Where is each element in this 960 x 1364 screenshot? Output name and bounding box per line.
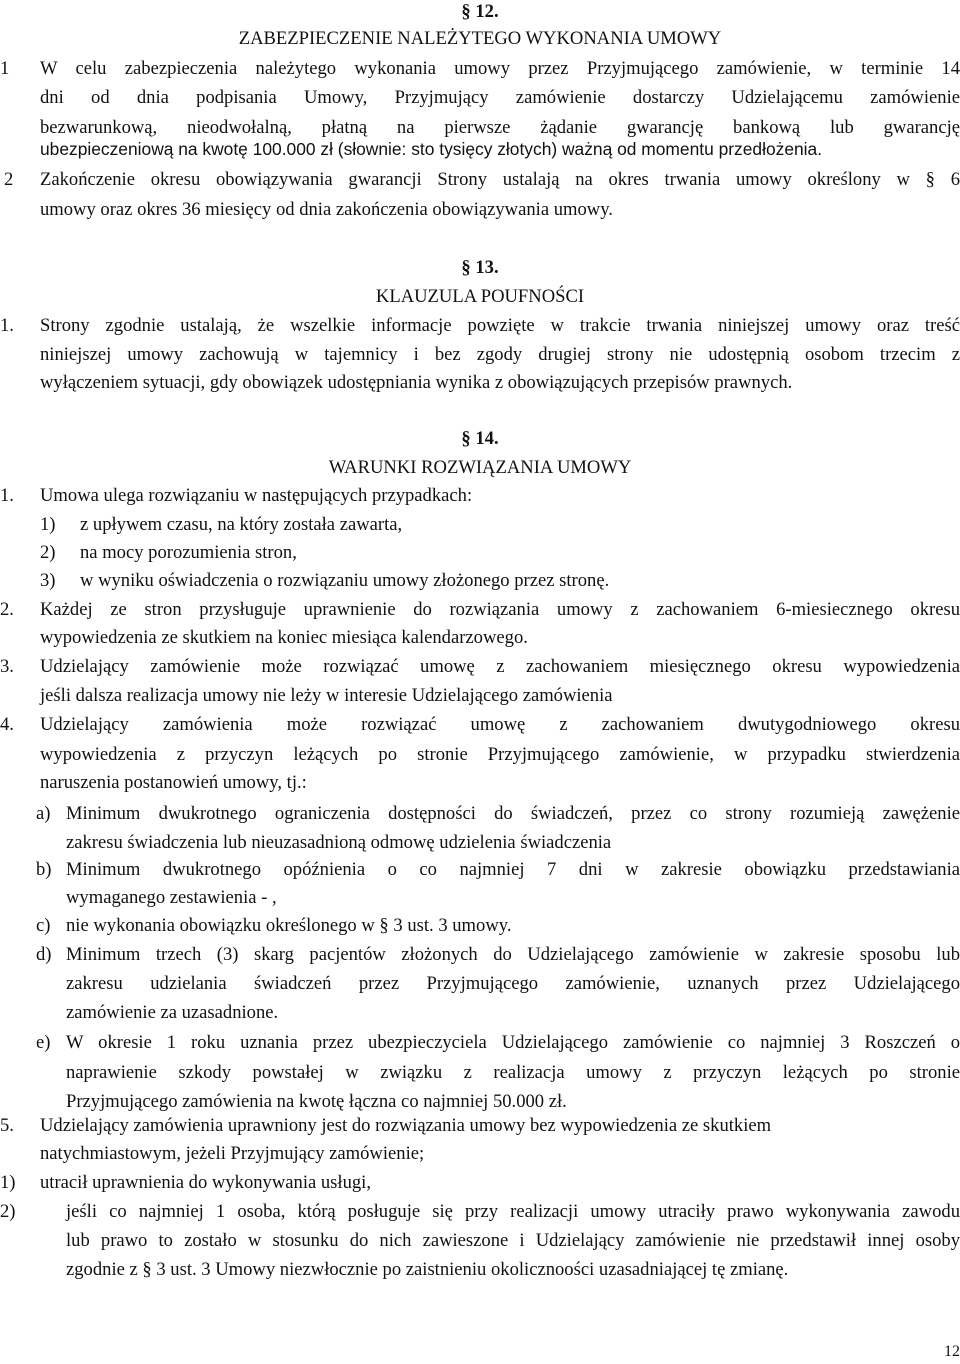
line-text: jeśli dalsza realizacja umowy nie leży w interesie Udzielającego zamówienia (40, 685, 613, 706)
paragraph-line (0, 681, 960, 711)
page-number: 12 (944, 1343, 960, 1360)
line-text: naruszenia postanowień umowy, tj.: (40, 772, 307, 793)
list-item (0, 940, 960, 970)
section-12-number: § 12. (461, 1, 499, 22)
list-item (0, 1226, 960, 1256)
line-text: naprawienie szkody powstałej w związku z realizacja umowy z przyczyn leżących po stronie (66, 1062, 960, 1083)
line-text: Umowa ulega rozwiązaniu w następujących przypadkach: (40, 485, 473, 506)
line-text: ubezpieczeniową na kwotę 100.000 zł (słownie: sto tysięcy złotych) ważną od momentu przedłożenia. (40, 139, 823, 159)
item-number: 2 (4, 169, 14, 190)
line-text: Minimum dwukrotnego opóźnienia o co najmniej 7 dni w zakresie obowiązku przedstawiania (66, 859, 960, 880)
item-number: 3. (0, 656, 14, 677)
item-number: 1 (0, 58, 10, 79)
item-number: 2) (40, 542, 56, 563)
line-text: wymaganego zestawienia - , (66, 887, 277, 908)
item-letter: d) (36, 944, 52, 965)
list-item (0, 969, 960, 999)
line-text: jeśli co najmniej 1 osoba, którą posługuje się przy realizacji umowy utraciły prawo wykonywania zawodu (66, 1201, 960, 1222)
line-text: Przyjmującego zamówienia na kwotę łączna co najmniej 50.000 zł. (66, 1091, 567, 1112)
line-text: Strony zgodnie ustalają, że wszelkie informacje powzięte w trakcie trwania niniejszej umowy oraz treść (40, 315, 960, 336)
line-text: zamówienie za uzasadnione. (66, 1002, 279, 1023)
list-item (0, 510, 960, 540)
line-text: wypowiedzenia ze skutkiem na koniec miesiąca kalendarzowego. (40, 627, 528, 648)
line-text: zakresu udzielania świadczeń przez Przyjmującego zamówienie, uznanych przez Udzielającego (66, 973, 960, 994)
line-text: na mocy porozumienia stron, (80, 542, 297, 563)
item-letter: a) (36, 803, 51, 824)
list-item (0, 1197, 960, 1227)
section-14-title: WARUNKI ROZWIĄZANIA UMOWY (328, 457, 632, 478)
section-14-number: § 14. (461, 428, 499, 449)
list-item (0, 1058, 960, 1088)
paragraph-line (0, 165, 960, 195)
item-number: 1. (0, 315, 14, 336)
section-12-title: ZABEZPIECZENIE NALEŻYTEGO WYKONANIA UMOWY (238, 28, 722, 49)
line-text: niniejszej umowy zachowują w tajemnicy i bez zgody drugiej strony nie udostępnią osobom trzecim z (40, 344, 960, 365)
line-text: umowy oraz okres 36 miesięcy od dnia zakończenia obowiązywania umowy. (40, 199, 613, 220)
line-text: utracił uprawnienia do wykonywania usługi, (40, 1172, 371, 1193)
line-text: Każdej ze stron przysługuje uprawnienie do rozwiązania umowy z zachowaniem 6-miesiecznego okresu (40, 599, 960, 620)
line-text: bezwarunkową, nieodwołalną, płatną na pierwsze żądanie gwarancję bankową lub gwarancję (40, 117, 960, 138)
paragraph-line (0, 340, 960, 370)
list-item (0, 1255, 960, 1285)
item-number: 3) (40, 570, 56, 591)
section-13-number: § 13. (461, 257, 499, 278)
line-text: zakresu świadczenia lub nieuzasadnioną odmowę udzielenia świadczenia (66, 832, 612, 853)
paragraph-line (0, 481, 960, 511)
list-item (0, 911, 960, 941)
paragraph-line (0, 623, 960, 653)
line-text: w wyniku oświadczenia o rozwiązaniu umowy złożonego przez stronę. (80, 570, 610, 591)
list-item (0, 1168, 960, 1198)
line-text: z upływem czasu, na który została zawarta, (80, 514, 403, 535)
item-number: 2. (0, 599, 14, 620)
line-text: Minimum dwukrotnego ograniczenia dostępności do świadczeń, przez co strony rozumieją zawężenie (66, 803, 960, 824)
list-item (0, 883, 960, 913)
line-text: natychmiastowym, jeżeli Przyjmujący zamówienie; (40, 1143, 425, 1164)
item-number: 2) (0, 1201, 16, 1222)
list-item (0, 1028, 960, 1058)
item-number: 1. (0, 485, 14, 506)
item-letter: c) (36, 915, 51, 936)
line-text: W okresie 1 roku uznania przez ubezpieczyciela Udzielającego zamówienie co najmniej 3 Roszczeń o (66, 1032, 960, 1053)
item-number: 5. (0, 1115, 14, 1136)
item-letter: e) (36, 1032, 51, 1053)
list-item (0, 538, 960, 568)
line-text: Udzielający zamówienia może rozwiązać umowę z zachowaniem dwutygodniowego okresu (40, 714, 960, 735)
paragraph-line (0, 311, 960, 341)
item-number: 4. (0, 714, 14, 735)
line-text: Udzielający zamówienie może rozwiązać umowę z zachowaniem miesięcznego okresu wypowiedzenia (40, 656, 960, 677)
paragraph-line (0, 54, 960, 84)
line-text: Minimum trzech (3) skarg pacjentów złożonych do Udzielającego zamówienie w zakresie sposobu lub (66, 944, 960, 965)
line-text: wyłączeniem sytuacji, gdy obowiązek udostępniania wynika z obowiązujących przepisów prawnych. (40, 372, 793, 393)
list-item (0, 566, 960, 596)
line-text: lub prawo to zostało w stosunku do nich zawieszone i Udzielający zamówienie nie przedstawił innej osoby (66, 1230, 960, 1251)
paragraph-line (0, 1111, 960, 1141)
line-text: nie wykonania obowiązku określonego w § 3 ust. 3 umowy. (66, 915, 512, 936)
paragraph-line (0, 768, 960, 798)
line-text: Zakończenie okresu obowiązywania gwarancji Strony ustalają na okres trwania umowy określony w § 6 (40, 169, 960, 190)
paragraph-line (0, 368, 960, 398)
paragraph-line (0, 710, 960, 740)
line-text: wypowiedzenia z przyczyn leżących po stronie Przyjmującego zamówienie, w przypadku stwierdzenia (40, 744, 960, 765)
paragraph-line (0, 1139, 960, 1169)
list-item (0, 855, 960, 885)
line-text: dni od dnia podpisania Umowy, Przyjmujący zamówienie dostarczy Udzielającemu zamówienie (40, 87, 960, 108)
line-text: Udzielający zamówienia uprawniony jest do rozwiązania umowy bez wypowiedzenia ze skutkiem (40, 1115, 772, 1136)
paragraph-line (0, 83, 960, 113)
list-item (0, 828, 960, 858)
paragraph-line (0, 195, 960, 225)
section-13-title: KLAUZULA POUFNOŚCI (375, 286, 585, 307)
paragraph-line (0, 134, 960, 164)
item-number: 1) (40, 514, 56, 535)
line-text: W celu zabezpieczenia należytego wykonania umowy przez Przyjmującego zamówienie, w terminie 14 (40, 58, 960, 79)
paragraph-line (0, 740, 960, 770)
paragraph-line (0, 652, 960, 682)
item-number: 1) (0, 1172, 16, 1193)
list-item (0, 799, 960, 829)
item-letter: b) (36, 859, 52, 880)
list-item (0, 998, 960, 1028)
paragraph-line (0, 595, 960, 625)
line-text: zgodnie z § 3 ust. 3 Umowy niezwłocznie po zaistnieniu okolicznoości uzasadniającej tę zmianę. (66, 1259, 789, 1280)
